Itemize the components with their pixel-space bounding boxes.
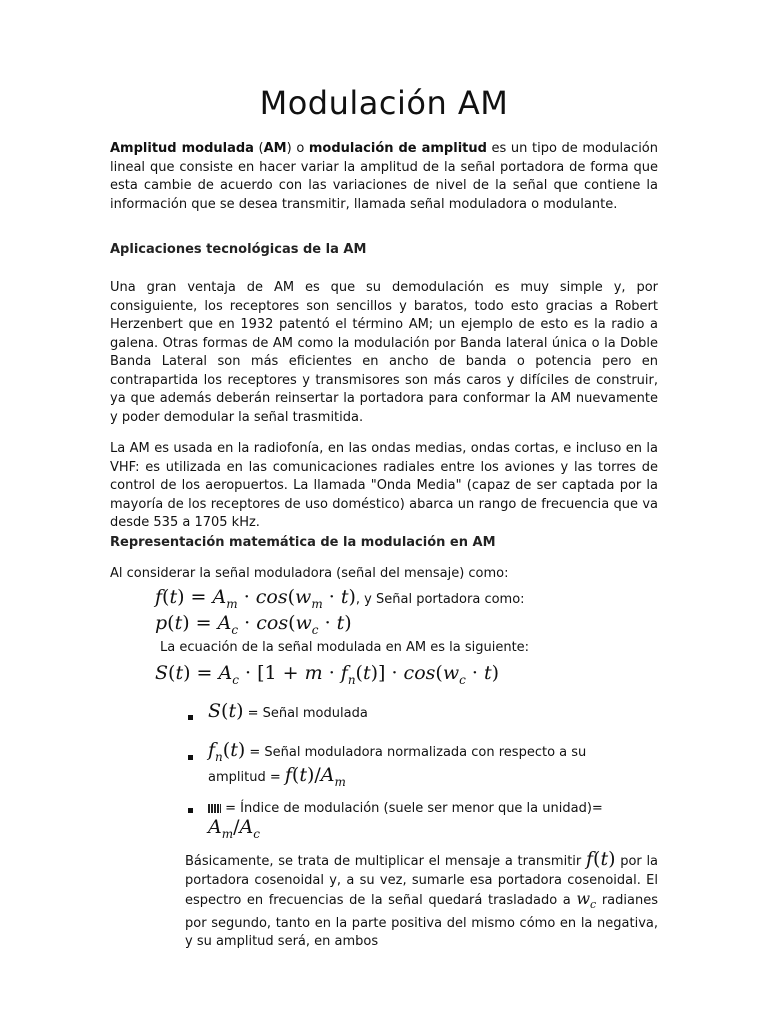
section-heading-aplicaciones: Aplicaciones tecnológicas de la AM: [110, 242, 367, 257]
closing-paragraph: Básicamente, se trata de multiplicar el mensaje a transmitir f(t) por la portadora cosenoidal y, a su vez, sumarle esa portadora cosenoidal. El espectro en frecuencias de la señal quedará trasladado a $w_c$ radianes por segundo, tanto en la parte positiva del mismo cómo en la negativa, y su amplitud será, en ambos: [185, 848, 659, 950]
bullet-marker: [188, 715, 193, 720]
paragraph-aplicaciones-1: Una gran ventaja de AM es que su demodulación es muy simple y, por consiguiente, los receptores son sencillos y baratos, todo esto gracias a Robert Herzenbert que en 1932 patentó el término AM; un ejemplo de esto es la radio a galena. Otras formas de AM como la modulación por Banda lateral única o la Doble Banda Lateral son más eficientes en ancho de banda o potencia pero en contrapartida los receptores y transmisores son más caros y difíciles de construir, ya que además deberán reinsertar la portadora para conformar la AM nuevamente y poder demodular la señal trasmitida.: [110, 280, 658, 425]
formula-modulada: $S(t) = A_c \cdot [1 + m \cdot f_n(t)] \cdot \cos(w_c \cdot t)$: [155, 662, 500, 687]
section-heading-representacion: Representación matemática de la modulación en AM: [110, 535, 496, 550]
intro-paragraph: Amplitud modulada (AM) o modulación de amplitud es un tipo de modulación lineal que consiste en hacer variar la amplitud de la señal portadora de forma que esta cambie de acuerdo con las variaciones de nivel de la señal que contiene la información que se desea transmitir, llamada señal moduladora o modulante.: [110, 141, 658, 212]
formula-am-over-ac: $A_m/A_c$: [208, 816, 260, 841]
bullet-item-indice: = Índice de modulación (suele ser menor que la unidad)=: [208, 801, 603, 816]
text-considerar: Al considerar la señal moduladora (señal del mensaje) como:: [110, 566, 509, 581]
term-modulacion-de-amplitud: modulación de amplitud: [308, 141, 487, 156]
equation-f-t: [155, 586, 525, 611]
bullet-marker: [188, 808, 193, 813]
paragraph-aplicaciones-2: La AM es usada en la radiofonía, en las ondas medias, ondas cortas, e incluso en la VHF: es utilizada en las comunicaciones radiales entre los aviones y las torres de control de los aeropuertos. La llamada "Onda Media" (capaz de ser captada por la mayoría de los receptores de uso doméstico) abarca un rango de frecuencia que va desde 535 a 1705 kHz.: [110, 441, 658, 530]
broken-image-icon: [208, 804, 221, 813]
equation-s-t: [155, 662, 499, 687]
bullet-marker: [188, 755, 193, 760]
bullet-item-senal-modulada: S(t) = Señal modulada: [208, 700, 368, 722]
term-amplitud-modulada: Amplitud modulada: [110, 141, 254, 156]
bullet-item-moduladora-normalizada: $f_n(t)$ = Señal moduladora normalizada con respecto a su: [208, 739, 587, 764]
text-portadora: , y Señal portadora como:: [355, 592, 525, 607]
term-am: AM: [263, 141, 287, 156]
symbol-s-t: S(t): [208, 700, 244, 722]
page-title: Modulación AM: [259, 84, 509, 122]
text-ecuacion: La ecuación de la señal modulada en AM es la siguiente:: [160, 640, 530, 655]
symbol-f-t: f(t): [585, 848, 616, 870]
bullet-item-amplitud: amplitud = $f(t)/A_m$: [208, 764, 346, 789]
intro-text: es un tipo de modulación lineal que consiste en hacer variar la amplitud de la señal portadora de forma que esta cambie de acuerdo con las variaciones de nivel de la señal que contiene la información que se desea transmitir, llamada señal moduladora o modulante.: [110, 141, 658, 212]
equation-p-t: [155, 612, 352, 637]
formula-portadora: $p(t) = A_c \cdot \cos(w_c \cdot t)$: [155, 612, 352, 637]
formula-moduladora: $f(t) = A_m \cdot \cos(w_m \cdot t)$: [155, 586, 356, 611]
symbol-fn-t: $f_n(t)$: [208, 739, 246, 764]
formula-am-over-ac-line: [208, 816, 260, 841]
symbol-wc: $w_c$: [576, 889, 597, 912]
formula-ft-over-am: $f(t)/A_m$: [284, 764, 346, 789]
